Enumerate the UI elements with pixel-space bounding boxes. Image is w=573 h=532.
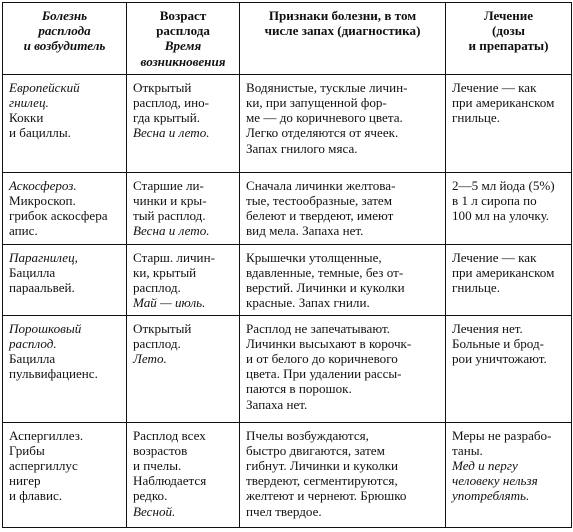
cell-line: Бацилла bbox=[9, 265, 56, 281]
cell-line: Европейский bbox=[9, 79, 80, 95]
header-line: и возбудитель bbox=[23, 38, 106, 54]
cell-line: Расплод не запечатывают. bbox=[246, 320, 390, 336]
table-row bbox=[3, 172, 572, 244]
cell-line: ки, крытый bbox=[133, 265, 197, 281]
cell-line: Меры не разрабо- bbox=[452, 427, 552, 443]
cell-symptoms bbox=[240, 74, 446, 172]
cell-line: рои уничтожают. bbox=[452, 351, 547, 367]
cell-line: Порошковый bbox=[9, 320, 82, 336]
cell-line: вид мела. Запаха нет. bbox=[246, 223, 364, 239]
cell-line: белеют и твердеют, имеют bbox=[246, 208, 394, 224]
table-header-row bbox=[3, 3, 572, 75]
cell-line: апис. bbox=[9, 223, 38, 239]
cell-treatment bbox=[446, 244, 572, 315]
cell-line: и пчелы. bbox=[133, 458, 182, 474]
cell-line: Весна и лето. bbox=[133, 223, 210, 239]
cell-age bbox=[127, 172, 240, 244]
header-line: Лечение bbox=[483, 8, 534, 23]
header-line: расплода bbox=[156, 23, 210, 39]
cell-line: цвета. При удалении рассы- bbox=[246, 366, 402, 382]
cell-line: гнилец. bbox=[9, 95, 49, 111]
cell-line: Кокки bbox=[9, 110, 44, 126]
cell-line: быстро двигаются, затем bbox=[246, 442, 385, 458]
cell-line: Бацилла bbox=[9, 351, 56, 367]
header-line: возникновения bbox=[140, 53, 226, 69]
cell-treatment bbox=[446, 422, 572, 527]
cell-line: расплод. bbox=[133, 280, 181, 296]
cell-line: Май — июль. bbox=[133, 295, 206, 311]
cell-line: Мед и пергу bbox=[452, 458, 518, 474]
cell-line: Открытый bbox=[133, 79, 192, 95]
cell-line: расплод. bbox=[9, 335, 57, 351]
cell-line: расплод, ино- bbox=[133, 95, 210, 111]
cell-line: параальвей. bbox=[9, 280, 75, 296]
cell-line: в 1 л сиропа по bbox=[452, 193, 537, 209]
cell-line: и бациллы. bbox=[9, 125, 71, 141]
cell-line: расплод. bbox=[133, 335, 181, 351]
cell-disease bbox=[3, 74, 127, 172]
cell-line: аспергиллус bbox=[9, 458, 78, 474]
header-age bbox=[127, 3, 240, 75]
cell-line: Расплод всех bbox=[133, 427, 206, 443]
cell-line: паются в порошок. bbox=[246, 381, 352, 397]
cell-line: возрастов bbox=[133, 442, 188, 458]
header-treatment bbox=[446, 3, 572, 75]
cell-line: Старш. личин- bbox=[133, 249, 215, 265]
cell-line: Аспергиллез. bbox=[9, 427, 84, 443]
cell-line: Микроскоп. bbox=[9, 193, 76, 209]
disease-table bbox=[2, 2, 572, 528]
cell-symptoms bbox=[240, 244, 446, 315]
cell-disease bbox=[3, 422, 127, 527]
cell-line: Сначала личинки желтова- bbox=[246, 177, 396, 193]
cell-line: ме — до коричневого цвета. bbox=[246, 110, 403, 126]
cell-line: Лечения нет. bbox=[452, 320, 523, 336]
table-row bbox=[3, 422, 572, 527]
cell-line: гибнут. Личинки и куколки bbox=[246, 458, 398, 474]
cell-line: таны. bbox=[452, 442, 483, 458]
cell-line: Пчелы возбуждаются, bbox=[246, 427, 369, 443]
cell-line: ки, при запущенной фор- bbox=[246, 95, 387, 111]
cell-line: Лето. bbox=[133, 351, 167, 367]
cell-line: употреблять. bbox=[452, 488, 530, 504]
cell-line: Запаха нет. bbox=[246, 396, 308, 412]
cell-line: редко. bbox=[133, 488, 168, 504]
header-line: числе запах (диагностика) bbox=[264, 23, 421, 39]
cell-line: Лечение — как bbox=[452, 79, 537, 95]
cell-line: Легко отделяются от ячеек. bbox=[246, 125, 399, 141]
cell-line: Наблюдается bbox=[133, 473, 207, 489]
cell-line: вдавленные, темные, без от- bbox=[246, 265, 404, 281]
cell-treatment bbox=[446, 74, 572, 172]
table-body bbox=[3, 74, 572, 527]
cell-line: желтеют и чернеют. Брюшко bbox=[246, 488, 407, 504]
table-row bbox=[3, 74, 572, 172]
cell-line: Крышечки утолщенные, bbox=[246, 249, 382, 265]
cell-disease bbox=[3, 172, 127, 244]
header-line: Возраст bbox=[159, 8, 207, 23]
cell-line: Лечение — как bbox=[452, 249, 537, 265]
header-line: расплода bbox=[38, 23, 91, 39]
cell-line: гнильце. bbox=[452, 110, 500, 126]
cell-disease bbox=[3, 244, 127, 315]
cell-line: Больные и брод- bbox=[452, 335, 544, 351]
cell-treatment bbox=[446, 172, 572, 244]
cell-line: человеку нельзя bbox=[452, 473, 538, 489]
cell-line: грибок аскосфера bbox=[9, 208, 108, 224]
cell-line: верстий. Личинки и куколки bbox=[246, 280, 405, 296]
cell-age bbox=[127, 74, 240, 172]
cell-age bbox=[127, 315, 240, 422]
cell-line: тый расплод. bbox=[133, 208, 206, 224]
cell-line: тые, тестообразные, затем bbox=[246, 193, 393, 209]
cell-line: Старшие ли- bbox=[133, 177, 204, 193]
cell-line: Личинки высыхают в корочк- bbox=[246, 335, 412, 351]
cell-line: Запах гнилого мяса. bbox=[246, 140, 358, 156]
header-symptoms bbox=[240, 3, 446, 75]
header-line: Болезнь bbox=[41, 8, 88, 23]
cell-treatment bbox=[446, 315, 572, 422]
cell-line: и от белого до коричневого bbox=[246, 351, 398, 367]
cell-line: Парагнилец, bbox=[9, 249, 78, 265]
cell-line: пульвифациенс. bbox=[9, 366, 98, 382]
header-disease bbox=[3, 3, 127, 75]
cell-line: твердеют, сегментируются, bbox=[246, 473, 398, 489]
cell-line: при американском bbox=[452, 95, 555, 111]
cell-line: Весна и лето. bbox=[133, 125, 210, 141]
cell-line: Весной. bbox=[133, 503, 176, 519]
cell-symptoms bbox=[240, 422, 446, 527]
table-row bbox=[3, 315, 572, 422]
header-line: (дозы bbox=[491, 23, 526, 39]
cell-line: Аскосфероз. bbox=[9, 177, 77, 193]
cell-age bbox=[127, 244, 240, 315]
cell-line: чинки и кры- bbox=[133, 193, 207, 209]
cell-age bbox=[127, 422, 240, 527]
cell-line: красные. Запах гнили. bbox=[246, 295, 370, 311]
cell-line: Водянистые, тусклые личин- bbox=[246, 79, 408, 95]
cell-line: гнильце. bbox=[452, 280, 500, 296]
cell-symptoms bbox=[240, 172, 446, 244]
cell-symptoms bbox=[240, 315, 446, 422]
cell-line: при американском bbox=[452, 265, 555, 281]
cell-line: гда крытый. bbox=[133, 110, 200, 126]
cell-line: 100 мл на улочку. bbox=[452, 208, 550, 224]
cell-line: нигер bbox=[9, 473, 41, 489]
table-row bbox=[3, 244, 572, 315]
cell-line: 2—5 мл йода (5%) bbox=[452, 177, 555, 193]
cell-line: Открытый bbox=[133, 320, 192, 336]
cell-line: пчел твердое. bbox=[246, 503, 322, 519]
cell-line: Грибы bbox=[9, 442, 45, 458]
cell-line: и флавис. bbox=[9, 488, 63, 504]
header-line: Время bbox=[164, 38, 202, 54]
header-line: Признаки болезни, в том bbox=[268, 8, 417, 23]
cell-disease bbox=[3, 315, 127, 422]
header-line: и препараты) bbox=[468, 38, 549, 54]
